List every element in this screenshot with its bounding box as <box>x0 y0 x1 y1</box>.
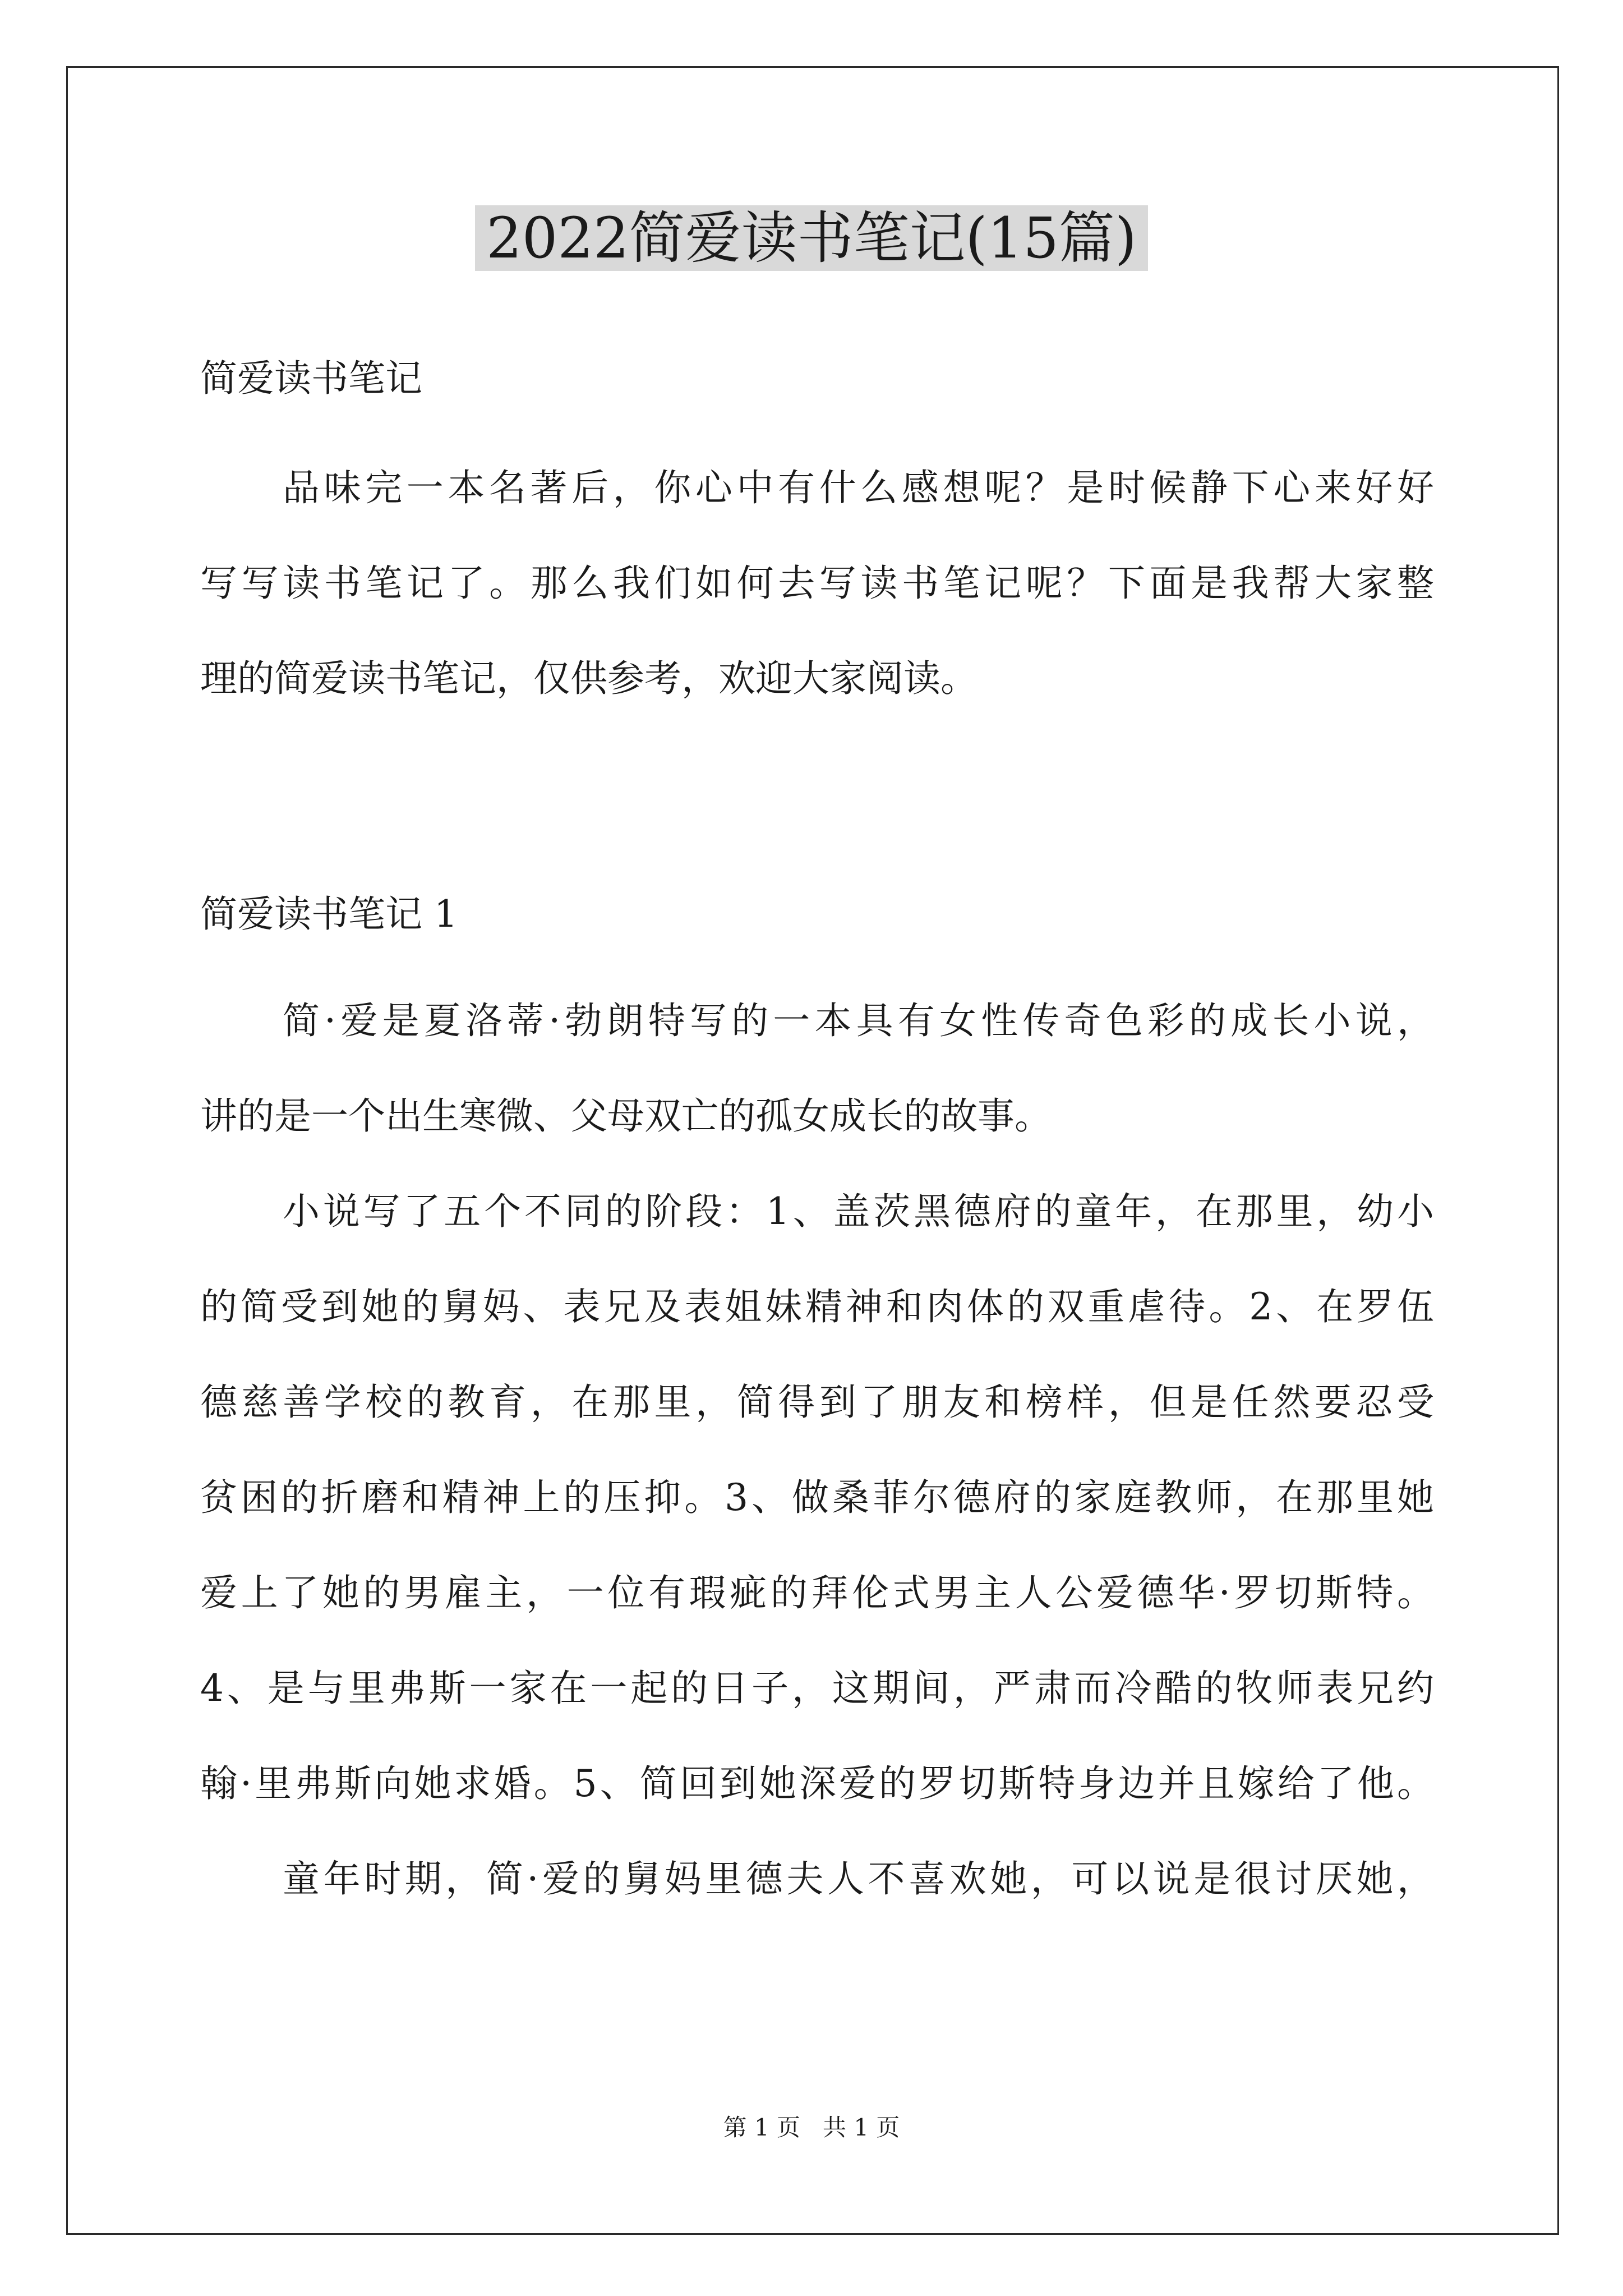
section1-body <box>200 979 1434 1921</box>
intro-heading: 简爱读书笔记 <box>200 357 422 400</box>
paragraph-line: 贫困的折磨和精神上的压抑。3、做桑菲尔德府的家庭教师，在那里她 <box>200 1476 1434 1519</box>
page-number: 第 1 页 <box>723 2114 800 2141</box>
intro-paragraph <box>200 446 1434 721</box>
paragraph-line: 品味完一本名著后，你心中有什么感想呢？是时候静下心来好好 <box>283 466 1434 509</box>
page-total: 共 1 页 <box>823 2114 900 2141</box>
intro-section <box>200 337 1434 421</box>
paragraph-line: 爱上了她的男雇主，一位有瑕疵的拜伦式男主人公爱德华·罗切斯特。 <box>200 1571 1434 1614</box>
paragraph-line: 写写读书笔记了。那么我们如何去写读书笔记呢？下面是我帮大家整 <box>200 562 1434 605</box>
document-title: 2022简爱读书笔记(15篇) <box>0 196 1623 280</box>
paragraph-line: 讲的是一个出生寒微、父母双亡的孤女成长的故事。 <box>200 1094 1052 1138</box>
paragraph-line: 翰·里弗斯向她求婚。5、简回到她深爱的罗切斯特身边并且嫁给了他。 <box>200 1762 1434 1805</box>
page-footer <box>0 2109 1623 2143</box>
paragraph-line: 小说写了五个不同的阶段：1、盖茨黑德府的童年，在那里，幼小 <box>283 1190 1434 1233</box>
paragraph-line: 的简受到她的舅妈、表兄及表姐妹精神和肉体的双重虐待。2、在罗伍 <box>200 1285 1434 1328</box>
section-heading: 简爱读书笔记 1 <box>200 892 458 936</box>
paragraph-line: 德慈善学校的教育，在那里，简得到了朋友和榜样，但是任然要忍受 <box>200 1381 1434 1424</box>
section1-heading-block <box>200 872 1434 956</box>
paragraph-line: 童年时期，简·爱的舅妈里德夫人不喜欢她，可以说是很讨厌她， <box>283 1857 1434 1901</box>
paragraph-line: 简·爱是夏洛蒂·勃朗特写的一本具有女性传奇色彩的成长小说， <box>283 999 1434 1042</box>
paragraph-line: 4、是与里弗斯一家在一起的日子，这期间，严肃而冷酷的牧师表兄约 <box>200 1667 1434 1710</box>
paragraph-line: 理的简爱读书笔记，仅供参考，欢迎大家阅读。 <box>200 657 978 700</box>
